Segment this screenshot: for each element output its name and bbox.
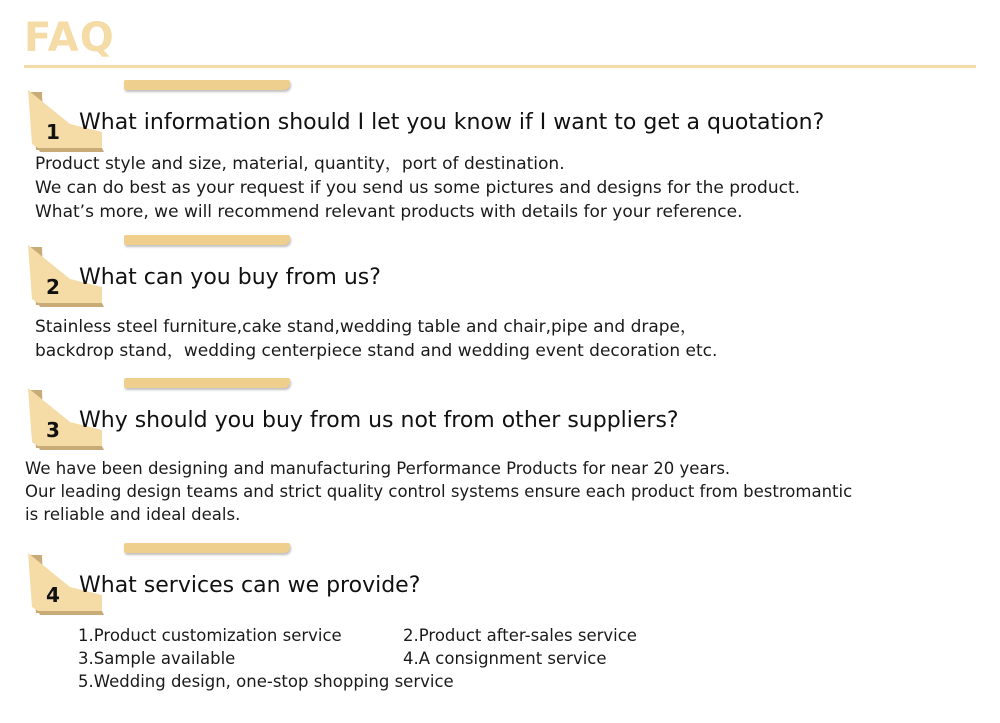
answer-line: We have been designing and manufacturing Performance Products for near 20 years. xyxy=(25,459,731,478)
decorative-top-bar xyxy=(124,378,290,388)
service-item: 5.Wedding design, one-stop shopping service xyxy=(78,672,454,691)
answer-line: What’s more, we will recommend relevant products with details for your reference. xyxy=(35,202,743,222)
service-item: 2.Product after-sales service xyxy=(403,626,637,645)
decorative-top-bar xyxy=(124,235,290,245)
services-list xyxy=(78,624,637,693)
question-text: What services can we provide? xyxy=(79,573,421,598)
services-row xyxy=(78,624,637,647)
answer-line: We can do best as your request if you send us some pictures and designs for the product. xyxy=(35,178,801,198)
question-number: 2 xyxy=(46,275,60,299)
faq-item-3 xyxy=(0,378,1000,524)
answer-line: Product style and size, material, quantity，port of destination. xyxy=(35,154,565,174)
decorative-top-bar xyxy=(124,543,290,553)
faq-item-2 xyxy=(0,235,1000,375)
question-text: Why should you buy from us not from other suppliers? xyxy=(79,408,679,433)
question-number: 1 xyxy=(46,120,60,144)
faq-title: FAQ xyxy=(24,15,115,61)
answer-text xyxy=(25,457,852,526)
service-item: 4.A consignment service xyxy=(403,649,607,668)
answer-line: Stainless steel furniture,cake stand,wedding table and chair,pipe and drape， xyxy=(35,317,698,337)
answer-line: backdrop stand，wedding centerpiece stand and wedding event decoration etc. xyxy=(35,341,718,361)
question-text: What information should I let you know if I want to get a quotation? xyxy=(79,110,825,135)
faq-item-1 xyxy=(0,80,1000,220)
decorative-top-bar xyxy=(124,80,290,90)
service-item: 3.Sample available xyxy=(78,649,236,668)
answer-line: is reliable and ideal deals. xyxy=(25,505,241,524)
services-row xyxy=(78,670,637,693)
answer-text xyxy=(35,152,800,224)
question-number: 4 xyxy=(46,583,60,607)
title-divider xyxy=(24,65,976,68)
service-item: 1.Product customization service xyxy=(78,626,342,645)
answer-text xyxy=(35,315,717,363)
services-row xyxy=(78,647,637,670)
question-text: What can you buy from us? xyxy=(79,265,381,290)
answer-line: Our leading design teams and strict quality control systems ensure each product from bestromantic xyxy=(25,482,853,501)
question-number: 3 xyxy=(46,418,60,442)
